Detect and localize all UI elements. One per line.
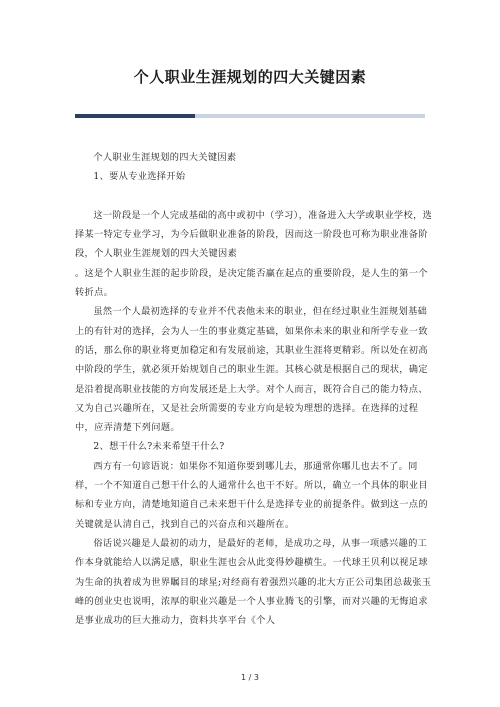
page-title: 个人职业生涯规划的四大关键因素 bbox=[133, 68, 367, 86]
section-heading-2: 2、想干什么?未来希望干什么? bbox=[93, 441, 225, 453]
paragraph: 俗话说兴趣是人最初的动力，是最好的老师，是成功之母，从事一项感兴趣的工作本身就能给人以满足感，职业生涯也会从此变得妙趣横生。一代球王贝利以视足球为生命的执着成为世界瞩目的球星;对经商有着强烈兴趣的北大方正公司集团总裁张玉峰的创业史也说明，浓厚的职业兴趣是一个人事业腾飞的引擎，而对兴趣的无悔追求是事业成功的巨大推动力，资料共享平台《个人 bbox=[75, 537, 432, 627]
paragraph-heading-repeat: 个人职业生涯规划的四大关键因素 bbox=[93, 152, 237, 163]
document-body bbox=[75, 148, 435, 630]
page-number: 1 / 3 bbox=[241, 673, 259, 682]
paragraph: 西方有一句谚语说：如果你不知道你要到哪儿去，那通常你哪儿也去不了。同样，一个不知道自己想干什么的人通常什么也干不好。所以，确立一个具体的职业目标和专业方向，清楚地知道自己未来想干什么是选择专业的前提条件。做到这一点的关键就是认清自己，找到自己的兴奋点和兴趣所在。 bbox=[75, 460, 428, 530]
paragraph: 这一阶段是一个人完成基础的高中或初中（学习），准备进入大学或职业学校，选择某一特定专业学习，为今后做职业准备的阶段，因而这一阶段也可称为职业准备阶段，个人职业生涯规划的四大关键因素 bbox=[75, 209, 433, 260]
paragraph: 虽然一个人最初选择的专业并不代表他未来的职业，但在经过职业生涯规划基础上的有针对的选择，会为人一生的事业奠定基础，如果你未来的职业和所学专业一致的话，那么你的职业将更加稳定和有发展前途，其职业生涯将更精彩。所以处在初高中阶段的学生，就必须开始规划自己的职业生涯。其核心就是根据自己的现状，确定是沿着提高职业技能的方向发展还是上大学。对个人而言，既符合自己的能力特点、又为自己兴趣所在，又是社会所需要的专业方向是较为理想的选择。在选择的过程中，应弄清楚下列问题。 bbox=[75, 306, 428, 434]
paragraph: 。这是个人职业生涯的起步阶段，是决定能否赢在起点的重要阶段，是人生的第一个转折点。 bbox=[75, 267, 428, 299]
title-divider-accent bbox=[75, 114, 195, 118]
title-divider bbox=[75, 114, 425, 118]
section-heading-1: 1、要从专业选择开始 bbox=[93, 171, 186, 183]
